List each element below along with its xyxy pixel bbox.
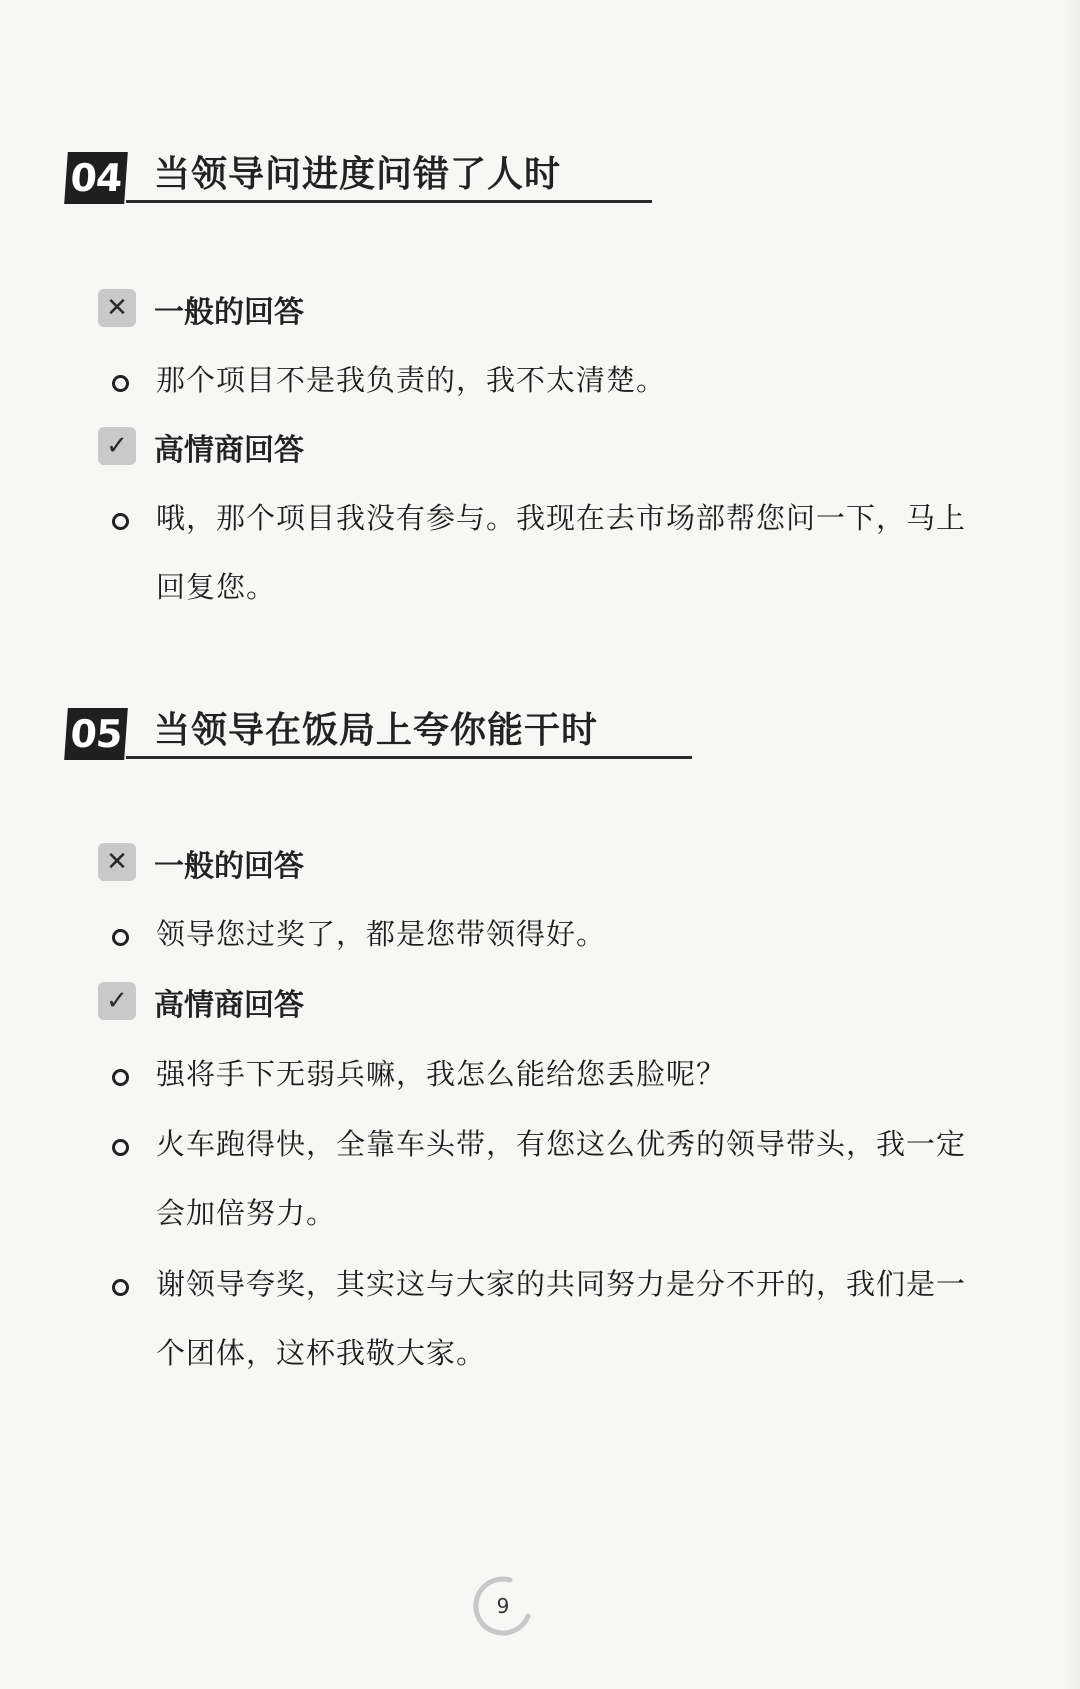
eq-answer-label: 高情商回答 bbox=[154, 988, 304, 1023]
section-number-badge: 04 bbox=[64, 152, 128, 204]
general-answer-label: 一般的回答 bbox=[154, 295, 304, 330]
x-mark-icon: ✕ bbox=[98, 843, 136, 881]
section-number-badge: 05 bbox=[64, 708, 128, 760]
check-mark-icon: ✓ bbox=[98, 427, 136, 465]
circle-bullet-icon bbox=[112, 1069, 129, 1086]
circle-bullet-icon bbox=[112, 513, 129, 530]
answer-text: 火车跑得快，全靠车头带，有您这么优秀的领导带头，我一定会加倍努力。 bbox=[156, 1127, 967, 1230]
circle-bullet-icon bbox=[112, 929, 129, 946]
page-edge-shadow bbox=[1062, 0, 1080, 1689]
answer-text: 强将手下无弱兵嘛，我怎么能给您丢脸呢？ bbox=[156, 1057, 727, 1091]
section-title-underline bbox=[126, 200, 652, 203]
section-title: 当领导问进度问错了人时 bbox=[154, 154, 562, 195]
general-answer-label: 一般的回答 bbox=[154, 849, 304, 884]
x-mark-icon: ✕ bbox=[98, 289, 136, 327]
answer-text: 谢领导夸奖，其实这与大家的共同努力是分不开的，我们是一个团体，这杯我敬大家。 bbox=[156, 1267, 967, 1370]
circle-bullet-icon bbox=[112, 1279, 129, 1296]
circle-bullet-icon bbox=[112, 1139, 129, 1156]
page-number: 9 bbox=[496, 1594, 510, 1618]
check-mark-icon: ✓ bbox=[98, 982, 136, 1020]
answer-text: 哦，那个项目我没有参与。我现在去市场部帮您问一下，马上回复您。 bbox=[156, 501, 967, 604]
circle-bullet-icon bbox=[112, 375, 129, 392]
answer-text: 那个项目不是我负责的，我不太清楚。 bbox=[156, 363, 667, 397]
section-title-underline bbox=[126, 756, 692, 759]
answer-text: 领导您过奖了，都是您带领得好。 bbox=[156, 917, 607, 951]
eq-answer-label: 高情商回答 bbox=[154, 433, 304, 468]
page-number-badge bbox=[470, 1574, 536, 1640]
section-title: 当领导在饭局上夸你能干时 bbox=[154, 710, 599, 751]
